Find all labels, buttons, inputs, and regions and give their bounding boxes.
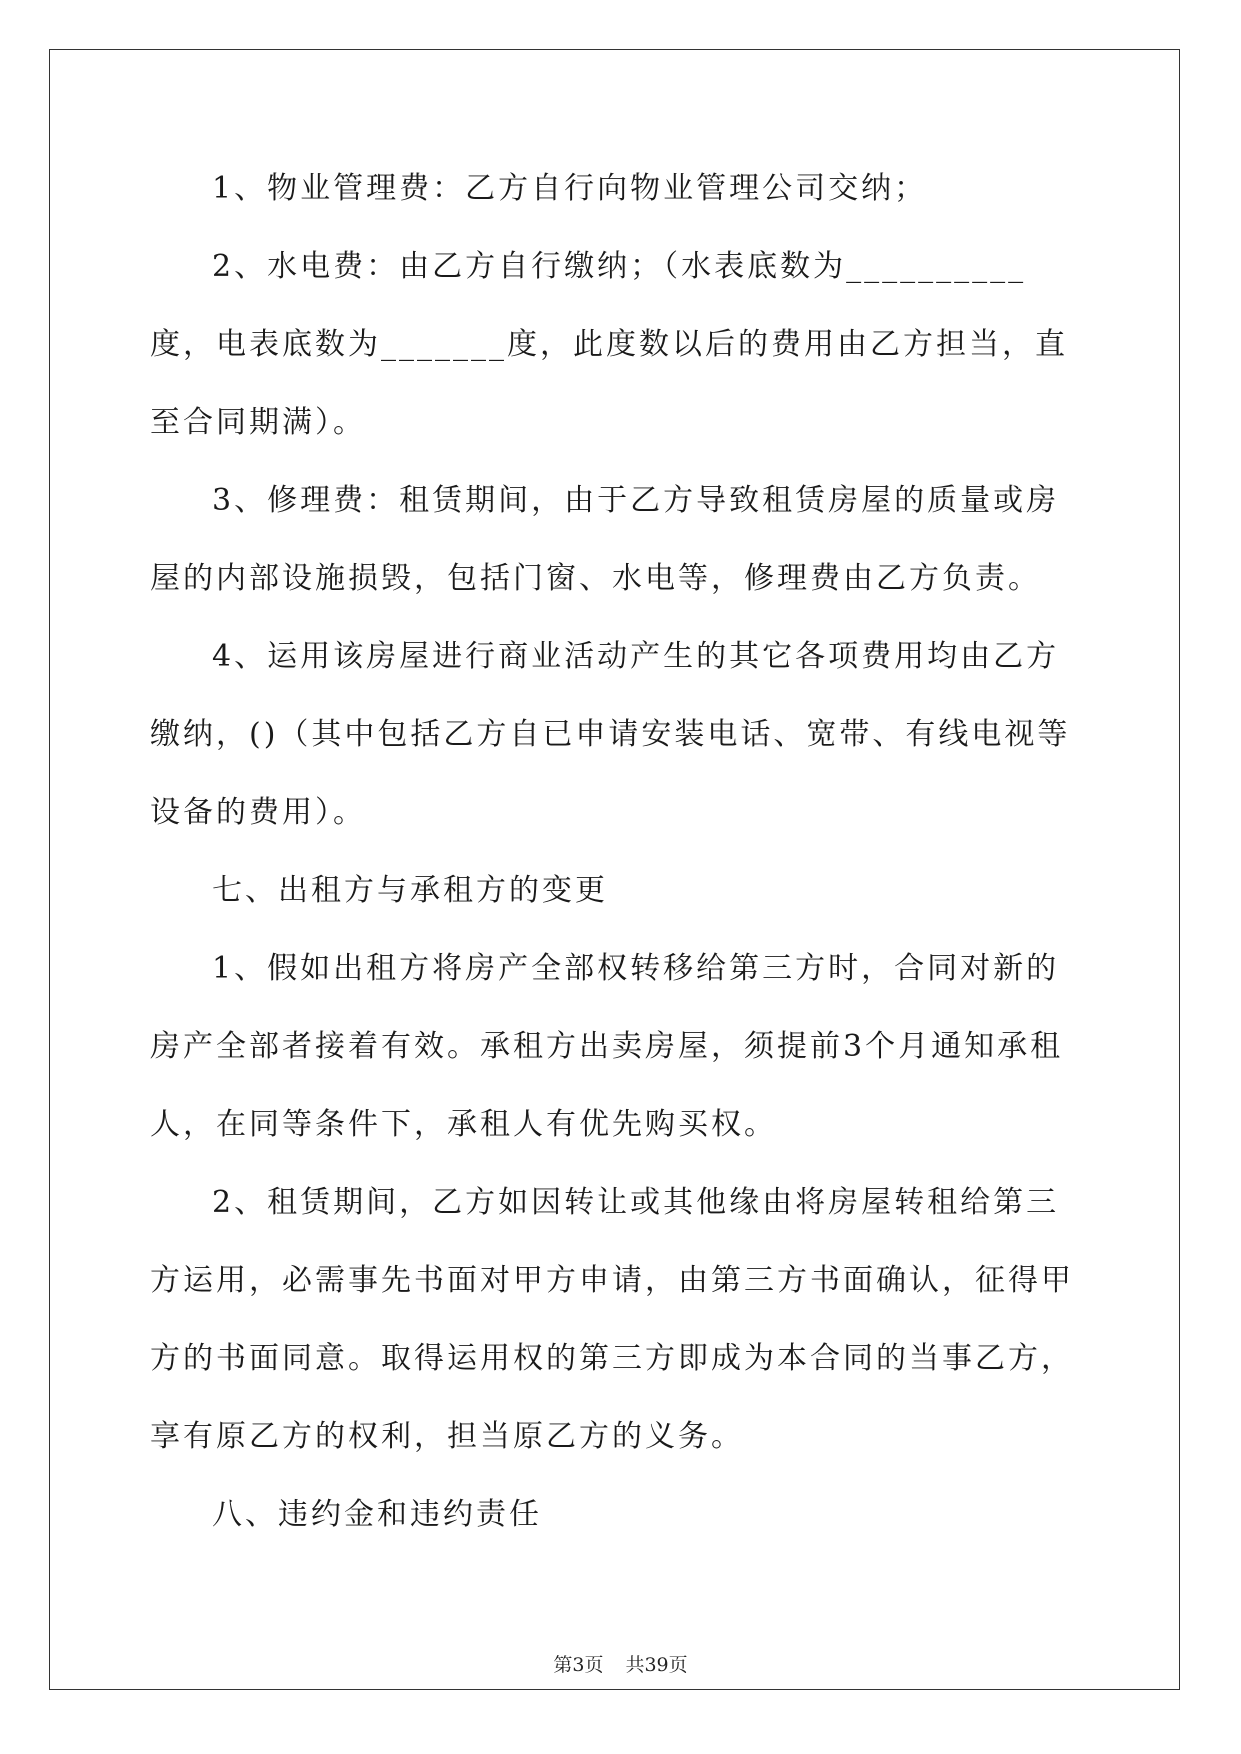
section-heading-penalty: 八、违约金和违约责任 — [212, 1497, 542, 1532]
page-total: 共39页 — [625, 1654, 688, 1676]
section-heading-changes: 七、出租方与承租方的变更 — [212, 873, 608, 908]
paragraph-property-fee: 1、物业管理费：乙方自行向物业管理公司交纳； — [212, 171, 928, 206]
paragraph-ownership-transfer: 1、假如出租方将房产全部权转移给第三方时，合同对新的房产全部者接着有效。承租方出卖房屋，须提前3个月通知承租人，在同等条件下，承租人有优先购买权。 — [150, 951, 1064, 1142]
paragraph-utility-fee: 2、水电费：由乙方自行缴纳；（水表底数为__________度，电表底数为_______度，此度数以后的费用由乙方担当，直至合同期满）。 — [150, 249, 1068, 440]
page-footer — [0, 1650, 1241, 1677]
paragraph-other-fees: 4、运用该房屋进行商业活动产生的其它各项费用均由乙方缴纳，()（其中包括乙方自已申请安装电话、宽带、有线电视等设备的费用）。 — [150, 639, 1071, 830]
paragraph-sublease: 2、租赁期间，乙方如因转让或其他缘由将房屋转租给第三方运用，必需事先书面对甲方申请，由第三方书面确认，征得甲方的书面同意。取得运用权的第三方即成为本合同的当事乙方，享有原乙方的权利，担当原乙方的义务。 — [150, 1185, 1074, 1454]
page-number: 第3页 — [553, 1654, 604, 1676]
document-body — [150, 150, 1085, 1554]
paragraph-repair-fee: 3、修理费：租赁期间，由于乙方导致租赁房屋的质量或房屋的内部设施损毁，包括门窗、水电等，修理费由乙方负责。 — [150, 483, 1060, 596]
